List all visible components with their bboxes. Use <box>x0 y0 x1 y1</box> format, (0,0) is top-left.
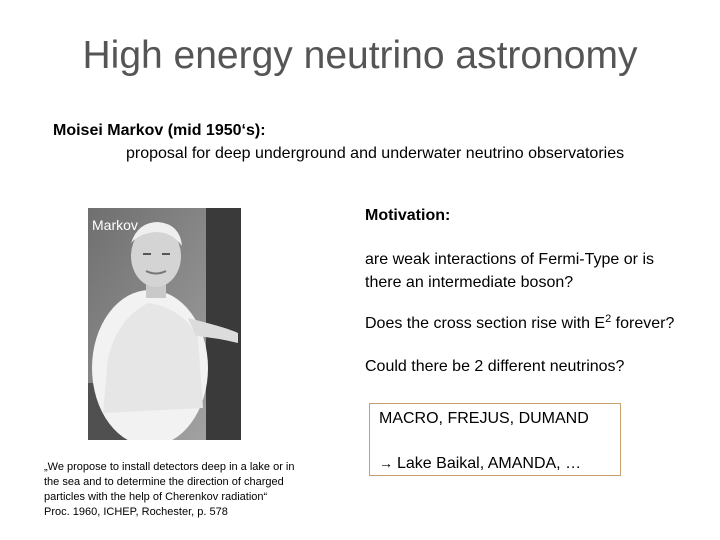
motivation-question-1-line-1: are weak interactions of Fermi-Type or is <box>365 251 654 268</box>
slide-title: High energy neutrino astronomy <box>82 34 638 77</box>
question-2-text: Does the cross section rise with E <box>365 315 606 332</box>
quote-line: the sea and to determine the direction of charged <box>44 476 284 488</box>
header-markov-line: Moisei Markov (mid 1950‘s): <box>53 122 266 139</box>
experiments-box <box>369 403 621 476</box>
markov-photo-illustration <box>88 208 241 440</box>
experiments-list-2 <box>379 455 581 473</box>
markov-photo <box>88 208 241 440</box>
photo-label: Markov <box>92 217 138 233</box>
right-arrow-icon: → <box>379 455 393 471</box>
quote-source: Proc. 1960, ICHEP, Rochester, p. 578 <box>44 506 228 518</box>
quote-line: particles with the help of Cherenkov radiation“ <box>44 491 268 503</box>
experiments-list-2-text: Lake Baikal, AMANDA, … <box>397 455 582 472</box>
question-2-suffix: forever? <box>611 315 675 332</box>
motivation-question-3: Could there be 2 different neutrinos? <box>365 358 625 375</box>
photo-dark-right <box>206 208 241 440</box>
quote-line: „We propose to install detectors deep in a lake or in <box>44 461 295 473</box>
question-2-exponent: 2 <box>605 313 612 325</box>
quote-block <box>44 460 334 520</box>
experiments-list-1: MACRO, FREJUS, DUMAND <box>379 410 589 427</box>
motivation-question-1-line-2: there an intermediate boson? <box>365 274 574 291</box>
motivation-heading: Motivation: <box>365 207 451 224</box>
header-proposal-line: proposal for deep underground and underwater neutrino observatories <box>126 145 625 162</box>
motivation-question-2 <box>365 315 674 333</box>
